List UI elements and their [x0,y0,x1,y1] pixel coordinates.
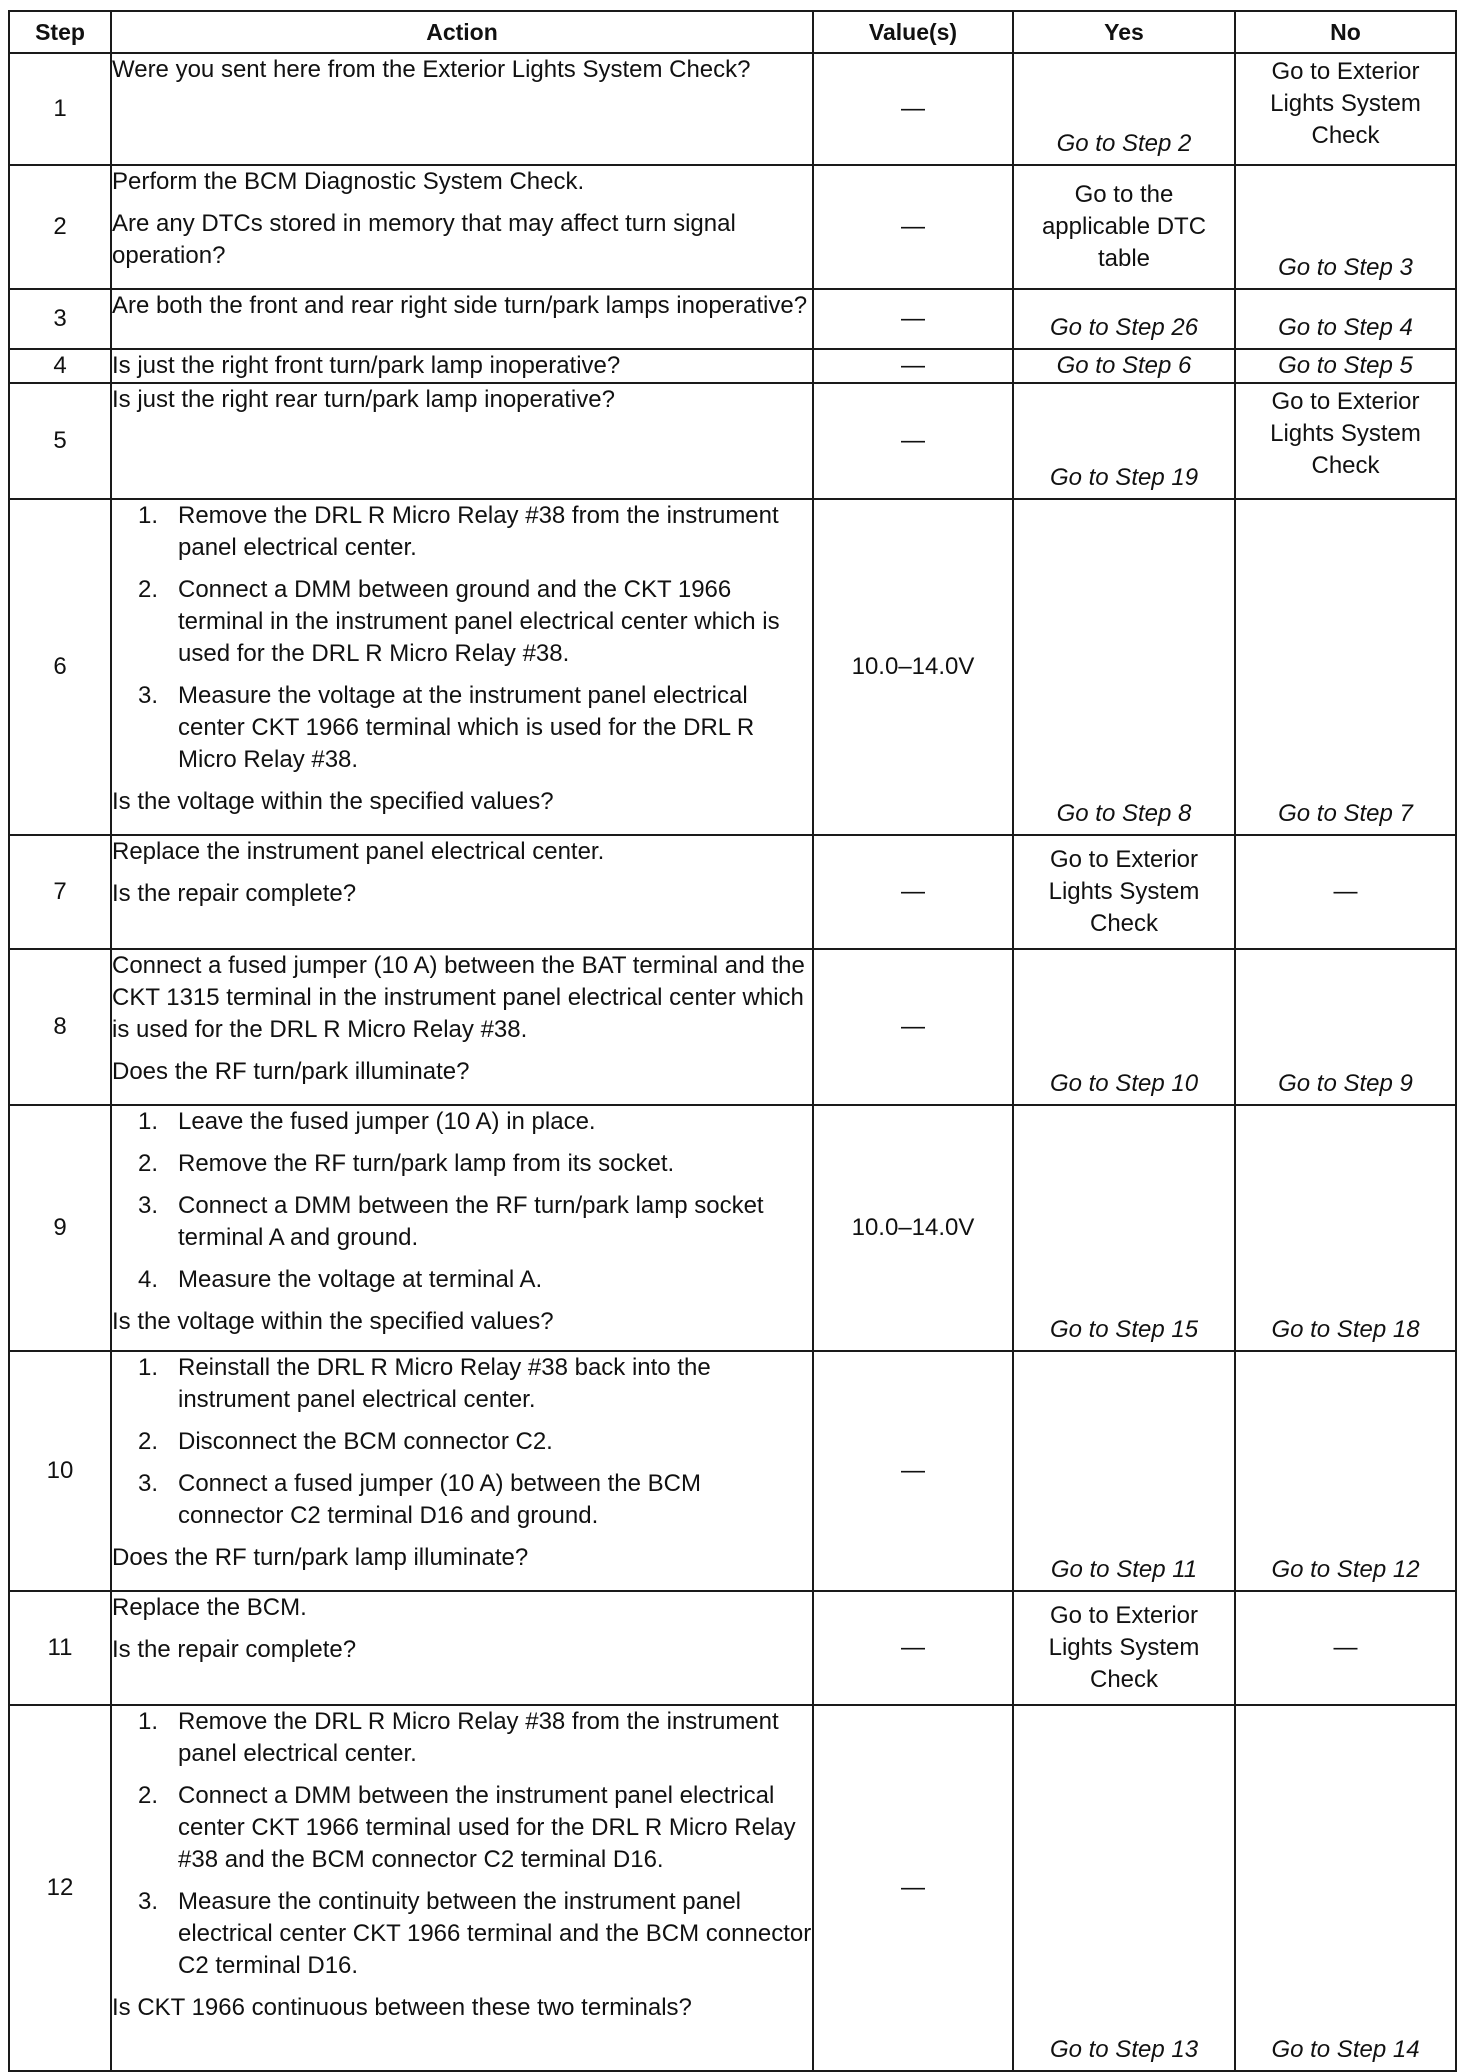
action-text: Is the repair complete? [112,880,357,907]
action-step-text: Remove the DRL R Micro Relay #38 from the instrument panel electrical center. [178,502,779,561]
action-steps-list [112,1706,812,1982]
action-step-number: 1. [138,502,159,529]
table-row [9,835,1456,949]
action-steps-list [112,500,812,776]
table-row [9,499,1456,835]
action-step-number: 3. [138,1470,159,1497]
table-row [9,53,1456,165]
action-step-text: Leave the fused jumper (10 A) in place. [178,1108,596,1135]
no-result-text: Go to Step 9 [1278,1070,1413,1097]
step-number: 9 [9,1105,111,1351]
action-step-item [112,1886,812,1982]
action-step-item [112,1706,812,1770]
no-result-text: — [1333,1634,1358,1661]
no-result [1235,165,1456,289]
yes-result-text: Go to Step 13 [1049,2036,1199,2063]
action-question: Is the voltage within the specified values? [112,1308,554,1335]
action-step-item [112,1190,812,1254]
value-cell: 10.0–14.0V [813,499,1013,835]
action-step-text: Connect a DMM between the RF turn/park lamp socket terminal A and ground. [178,1192,764,1251]
yes-result-text: Go to the applicable DTC table [1041,181,1207,272]
action-text: Are both the front and rear right side turn/park lamps inoperative? [112,292,808,319]
action-question: Does the RF turn/park illuminate? [112,1058,470,1085]
action-cell [111,1351,813,1591]
action-step-number: 3. [138,1888,159,1915]
yes-result [1013,499,1235,835]
step-number: 6 [9,499,111,835]
yes-result [1013,1351,1235,1591]
yes-result [1013,383,1235,499]
header-yes: Yes [1013,11,1235,53]
yes-result [1013,289,1235,349]
value-cell: — [813,53,1013,165]
action-step-item [112,1148,812,1180]
table-row [9,165,1456,289]
action-step-text: Remove the DRL R Micro Relay #38 from the instrument panel electrical center. [178,1708,779,1767]
action-step-item [112,574,812,670]
value-cell: — [813,835,1013,949]
table-row [9,1705,1456,2071]
action-question: Is the voltage within the specified values? [112,788,554,815]
value-cell: — [813,949,1013,1105]
value-cell: — [813,1351,1013,1591]
value-cell: — [813,165,1013,289]
action-step-item [112,1468,812,1532]
step-number: 10 [9,1351,111,1591]
action-step-text: Measure the voltage at the instrument panel electrical center CKT 1966 terminal which is used for the DRL R Micro Relay #38. [178,682,755,773]
action-text: Is just the right front turn/park lamp inoperative? [112,352,621,379]
step-number: 2 [9,165,111,289]
action-steps-list [112,1352,812,1532]
no-result-text: Go to Step 5 [1278,352,1413,379]
yes-result [1013,1591,1235,1705]
no-result [1235,1105,1456,1351]
no-result [1235,499,1456,835]
action-step-text: Measure the voltage at terminal A. [178,1266,543,1293]
action-cell [111,349,813,383]
value-cell: 10.0–14.0V [813,1105,1013,1351]
action-step-number: 3. [138,1192,159,1219]
yes-result-text: Go to Exterior Lights System Check [1048,846,1200,937]
table-row [9,289,1456,349]
action-step-item [112,1780,812,1876]
table-body [9,53,1456,2071]
action-cell [111,499,813,835]
action-step-number: 2. [138,576,159,603]
header-row [9,11,1456,53]
yes-result [1013,1105,1235,1351]
yes-result [1013,349,1235,383]
action-step-number: 2. [138,1782,159,1809]
yes-result [1013,53,1235,165]
table-row [9,383,1456,499]
value-cell: — [813,1591,1013,1705]
yes-result-text: Go to Exterior Lights System Check [1048,1602,1200,1693]
action-step-item [112,1264,812,1296]
step-number: 7 [9,835,111,949]
step-number: 5 [9,383,111,499]
yes-result-text: Go to Step 11 [1050,1556,1198,1583]
no-result-text: Go to Step 3 [1278,254,1413,281]
header-step: Step [9,11,111,53]
no-result-text: — [1333,878,1358,905]
no-result [1235,53,1456,165]
no-result [1235,1705,1456,2071]
action-text: Perform the BCM Diagnostic System Check. [112,168,585,195]
action-step-number: 3. [138,682,159,709]
action-step-text: Connect a fused jumper (10 A) between the BCM connector C2 terminal D16 and ground. [178,1470,701,1529]
action-text: Is the repair complete? [112,1636,357,1663]
diagnostic-table [8,10,1457,2072]
yes-result-text: Go to Step 10 [1049,1070,1199,1097]
action-step-text: Reinstall the DRL R Micro Relay #38 back into the instrument panel electrical center. [178,1354,711,1413]
yes-result-text: Go to Step 15 [1049,1316,1199,1343]
step-number: 4 [9,349,111,383]
action-cell [111,383,813,499]
action-step-text: Connect a DMM between ground and the CKT 1966 terminal in the instrument panel electrical center which is used for the DRL R Micro Relay #38. [178,576,780,667]
action-step-number: 2. [138,1150,159,1177]
action-step-text: Disconnect the BCM connector C2. [178,1428,553,1455]
header-action: Action [111,11,813,53]
no-result-text: Go to Step 18 [1271,1316,1420,1343]
no-result-text: Go to Exterior Lights System Check [1270,58,1421,149]
action-cell [111,289,813,349]
header-values: Value(s) [813,11,1013,53]
action-text: Were you sent here from the Exterior Lights System Check? [112,56,751,83]
no-result [1235,835,1456,949]
step-number: 11 [9,1591,111,1705]
action-step-item [112,1352,812,1416]
no-result-text: Go to Step 12 [1271,1556,1420,1583]
action-cell [111,53,813,165]
action-step-item [112,1426,812,1458]
header-no: No [1235,11,1456,53]
yes-result [1013,1705,1235,2071]
value-cell: — [813,383,1013,499]
action-cell [111,1591,813,1705]
step-number: 3 [9,289,111,349]
action-step-number: 1. [138,1108,159,1135]
no-result [1235,383,1456,499]
yes-result-text: Go to Step 8 [1056,800,1192,827]
action-cell [111,835,813,949]
yes-result-text: Go to Step 6 [1056,352,1192,379]
value-cell: — [813,1705,1013,2071]
step-number: 1 [9,53,111,165]
no-result-text: Go to Step 4 [1278,314,1413,341]
yes-result-text: Go to Step 2 [1056,130,1192,157]
step-number: 12 [9,1705,111,2071]
yes-result [1013,165,1235,289]
action-step-text: Connect a DMM between the instrument panel electrical center CKT 1966 terminal used for the DRL R Micro Relay #38 and the BCM connector C2 terminal D16. [178,1782,796,1873]
action-cell [111,949,813,1105]
value-cell: — [813,289,1013,349]
action-cell [111,1105,813,1351]
no-result-text: Go to Exterior Lights System Check [1270,388,1421,479]
action-text: Replace the instrument panel electrical center. [112,838,605,865]
yes-result-text: Go to Step 19 [1049,464,1199,491]
no-result [1235,1591,1456,1705]
table-row [9,1591,1456,1705]
table-row [9,349,1456,383]
value-cell: — [813,349,1013,383]
action-cell [111,1705,813,2071]
action-steps-list [112,1106,812,1296]
action-cell [111,165,813,289]
no-result [1235,349,1456,383]
action-step-number: 4. [138,1266,159,1293]
no-result [1235,1351,1456,1591]
yes-result [1013,835,1235,949]
step-number: 8 [9,949,111,1105]
no-result [1235,289,1456,349]
action-step-item [112,500,812,564]
yes-result [1013,949,1235,1105]
no-result [1235,949,1456,1105]
table-row [9,1105,1456,1351]
action-text: Are any DTCs stored in memory that may affect turn signal operation? [112,210,736,269]
action-step-text: Remove the RF turn/park lamp from its socket. [178,1150,675,1177]
action-text: Is just the right rear turn/park lamp inoperative? [112,386,615,413]
table-row [9,949,1456,1105]
action-step-number: 1. [138,1708,159,1735]
action-step-item [112,680,812,776]
action-step-item [112,1106,812,1138]
action-text: Replace the BCM. [112,1594,307,1621]
no-result-text: Go to Step 7 [1278,800,1413,827]
action-question: Does the RF turn/park lamp illuminate? [112,1544,529,1571]
action-step-text: Measure the continuity between the instrument panel electrical center CKT 1966 terminal and the BCM connector C2 terminal D16. [178,1888,812,1979]
yes-result-text: Go to Step 26 [1049,314,1199,341]
action-text: Connect a fused jumper (10 A) between the BAT terminal and the CKT 1315 terminal in the instrument panel electrical center which is used for the DRL R Micro Relay #38. [112,952,805,1043]
action-step-number: 2. [138,1428,159,1455]
action-question: Is CKT 1966 continuous between these two terminals? [112,1994,692,2021]
action-step-number: 1. [138,1354,159,1381]
table-row [9,1351,1456,1591]
no-result-text: Go to Step 14 [1271,2036,1420,2063]
